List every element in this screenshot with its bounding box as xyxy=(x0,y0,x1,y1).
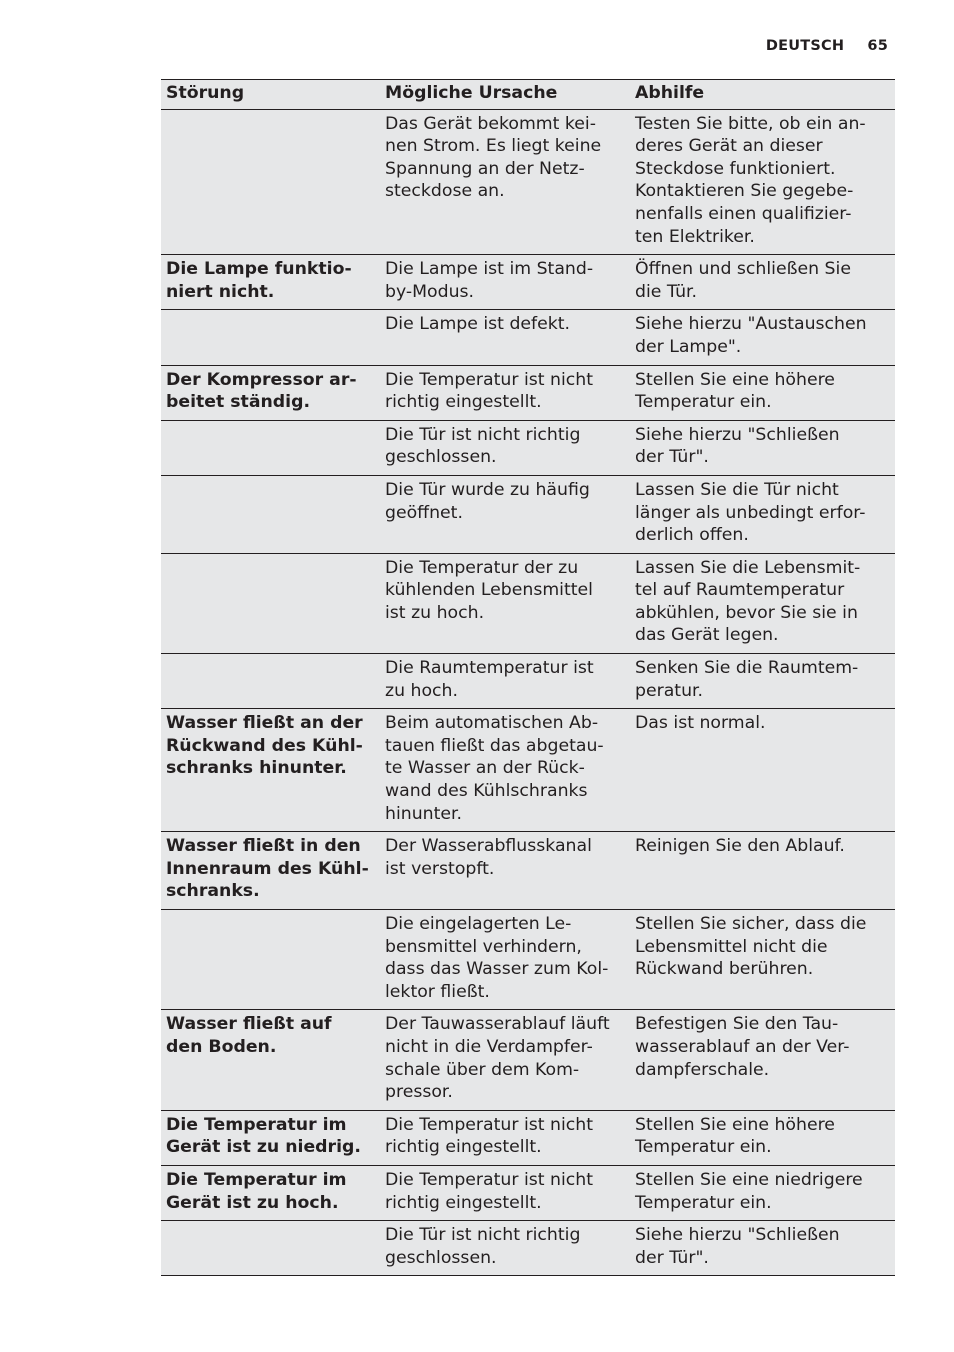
cause-cell-text: Die Lampe ist im Stand- by-Modus. xyxy=(385,259,594,302)
problem-cell-text: Die Temperatur im Gerät ist zu niedrig. xyxy=(166,1114,361,1158)
remedy-cell-text: Stellen Sie eine niedrigere Temperatur ein. xyxy=(635,1169,863,1213)
remedy-cell-text: Öffnen und schließen Sie die Tür. xyxy=(635,259,851,302)
remedy-cell xyxy=(633,109,895,255)
header-row xyxy=(161,80,895,110)
remedy-cell-text: Siehe hierzu "Austauschen der Lampe". xyxy=(635,314,867,357)
remedy-cell-text: Senken Sie die Raumtem- peratur. xyxy=(635,658,859,701)
table-row xyxy=(161,709,895,832)
remedy-cell-text: Lassen Sie die Tür nicht länger als unbedingt erfor- derlich offen. xyxy=(635,479,866,546)
problem-cell xyxy=(161,1221,380,1276)
table-header xyxy=(161,80,895,110)
table-row xyxy=(161,654,895,709)
remedy-cell xyxy=(633,832,895,910)
problem-cell xyxy=(161,420,380,475)
remedy-cell xyxy=(633,553,895,653)
column-header-problem: Störung xyxy=(161,80,380,110)
cause-cell-text: Die eingelagerten Le- bensmittel verhindern, dass das Wasser zum Kol- lektor fließt. xyxy=(385,914,609,1002)
cause-cell xyxy=(380,910,633,1010)
table-row xyxy=(161,1221,895,1276)
problem-cell xyxy=(161,553,380,653)
table-row xyxy=(161,1165,895,1220)
remedy-cell xyxy=(633,255,895,310)
remedy-cell-text: Reinigen Sie den Ablauf. xyxy=(635,836,845,857)
problem-cell xyxy=(161,255,380,310)
cause-cell xyxy=(380,1010,633,1110)
remedy-cell xyxy=(633,365,895,420)
remedy-cell-text: Stellen Sie eine höhere Temperatur ein. xyxy=(635,369,835,413)
cause-cell-text: Die Tür wurde zu häufig geöffnet. xyxy=(385,479,590,523)
page-number: 65 xyxy=(867,38,888,54)
remedy-cell-text: Siehe hierzu "Schließen der Tür". xyxy=(635,1225,840,1268)
remedy-cell-text: Testen Sie bitte, ob ein an- deres Gerät an dieser Steckdose funktioniert. Kontaktieren Sie gegebe- nenfalls einen qualifizier- ten Elektriker. xyxy=(635,113,866,247)
remedy-cell-text: Befestigen Sie den Tau- wasserablauf an der Ver- dampferschale. xyxy=(635,1014,850,1080)
cause-cell xyxy=(380,310,633,365)
cause-cell-text: Die Temperatur ist nicht richtig eingestellt. xyxy=(385,369,593,413)
problem-cell xyxy=(161,910,380,1010)
remedy-cell xyxy=(633,1110,895,1165)
problem-cell-text: Die Temperatur im Gerät ist zu hoch. xyxy=(166,1169,347,1213)
remedy-cell xyxy=(633,1221,895,1276)
cause-cell-text: Die Raumtemperatur ist zu hoch. xyxy=(385,658,594,701)
remedy-cell xyxy=(633,1165,895,1220)
problem-cell xyxy=(161,109,380,255)
table-row xyxy=(161,109,895,255)
troubleshooting-table xyxy=(161,79,895,1276)
cause-cell-text: Das Gerät bekommt kei- nen Strom. Es liegt keine Spannung an der Netz- steckdose an. xyxy=(385,113,602,202)
problem-cell-text: Wasser fließt an der Rückwand des Kühl- schranks hinunter. xyxy=(166,713,363,779)
remedy-cell xyxy=(633,420,895,475)
cause-cell xyxy=(380,109,633,255)
table-row xyxy=(161,1110,895,1165)
problem-cell-text: Der Kompressor ar- beitet ständig. xyxy=(166,369,357,413)
problem-cell xyxy=(161,1010,380,1110)
problem-cell xyxy=(161,1165,380,1220)
table-row xyxy=(161,475,895,553)
table-row xyxy=(161,553,895,653)
remedy-cell xyxy=(633,910,895,1010)
cause-cell xyxy=(380,475,633,553)
cause-cell-text: Die Temperatur ist nicht richtig eingestellt. xyxy=(385,1114,593,1158)
table-body xyxy=(161,109,895,1276)
cause-cell-text: Die Tür ist nicht richtig geschlossen. xyxy=(385,424,581,468)
problem-cell-text: Wasser fließt auf den Boden. xyxy=(166,1014,332,1057)
table-row xyxy=(161,910,895,1010)
cause-cell xyxy=(380,420,633,475)
cause-cell xyxy=(380,832,633,910)
remedy-cell-text: Lassen Sie die Lebensmit- tel auf Raumtemperatur abkühlen, bevor Sie sie in das Gerät legen. xyxy=(635,557,861,646)
cause-cell xyxy=(380,1165,633,1220)
problem-cell xyxy=(161,1110,380,1165)
page-header xyxy=(766,38,888,54)
cause-cell-text: Die Temperatur der zu kühlenden Lebensmittel ist zu hoch. xyxy=(385,557,593,623)
table-row xyxy=(161,420,895,475)
cause-cell-text: Beim automatischen Ab- tauen fließt das abgetau- te Wasser an der Rück- wand des Kühlschranks hinunter. xyxy=(385,713,604,824)
table-row xyxy=(161,365,895,420)
cause-cell-text: Die Lampe ist defekt. xyxy=(385,314,571,335)
problem-cell xyxy=(161,365,380,420)
remedy-cell xyxy=(633,654,895,709)
problem-cell xyxy=(161,654,380,709)
table-row xyxy=(161,255,895,310)
remedy-cell xyxy=(633,475,895,553)
remedy-cell xyxy=(633,1010,895,1110)
problem-cell xyxy=(161,310,380,365)
problem-cell xyxy=(161,475,380,553)
column-header-remedy: Abhilfe xyxy=(633,80,895,110)
cause-cell xyxy=(380,365,633,420)
table-row xyxy=(161,832,895,910)
remedy-cell-text: Das ist normal. xyxy=(635,713,766,734)
language-label: DEUTSCH xyxy=(765,38,845,54)
cause-cell-text: Der Wasserabflusskanal ist verstopft. xyxy=(385,836,592,879)
problem-cell-text: Die Lampe funktio- niert nicht. xyxy=(166,259,352,302)
problem-cell xyxy=(161,709,380,832)
problem-cell-text: Wasser fließt in den Innenraum des Kühl- schranks. xyxy=(166,836,369,902)
cause-cell-text: Der Tauwasserablauf läuft nicht in die Verdampfer- schale über dem Kom- pressor. xyxy=(385,1014,610,1103)
cause-cell xyxy=(380,553,633,653)
cause-cell xyxy=(380,654,633,709)
cause-cell-text: Die Temperatur ist nicht richtig eingestellt. xyxy=(385,1169,593,1213)
remedy-cell xyxy=(633,709,895,832)
cause-cell-text: Die Tür ist nicht richtig geschlossen. xyxy=(385,1225,581,1268)
table-row xyxy=(161,310,895,365)
problem-cell xyxy=(161,832,380,910)
column-header-cause: Mögliche Ursache xyxy=(380,80,633,110)
cause-cell xyxy=(380,255,633,310)
remedy-cell xyxy=(633,310,895,365)
cause-cell xyxy=(380,709,633,832)
remedy-cell-text: Stellen Sie sicher, dass die Lebensmittel nicht die Rückwand berühren. xyxy=(635,914,867,980)
cause-cell xyxy=(380,1221,633,1276)
cause-cell xyxy=(380,1110,633,1165)
table-row xyxy=(161,1010,895,1110)
remedy-cell-text: Stellen Sie eine höhere Temperatur ein. xyxy=(635,1114,835,1158)
remedy-cell-text: Siehe hierzu "Schließen der Tür". xyxy=(635,424,840,468)
